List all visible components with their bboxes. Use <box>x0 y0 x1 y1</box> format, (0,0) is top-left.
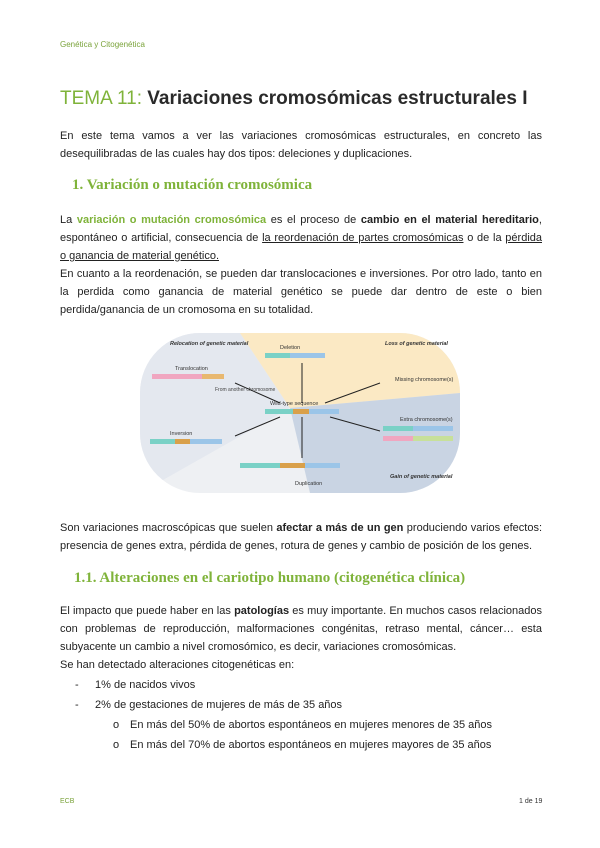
missing-chromosome-label: Missing chromosome(s) <box>395 377 454 383</box>
underlined-phrase: pérdida o ganancia de material genético. <box>60 232 542 262</box>
deletion-strand <box>265 353 325 358</box>
another-chromosome-label: From another chromosome <box>215 387 276 393</box>
text-run: produciendo varios efectos: presencia de genes extra, pérdida de genes, rotura de genes y cambio de posición de los genes. <box>60 522 542 552</box>
extra-strand-1 <box>383 426 453 431</box>
list-dash: - <box>75 679 79 691</box>
title-text: Variaciones cromosómicas estructurales I <box>147 88 528 109</box>
text-run: , espontáneo o artificial, consecuencia de <box>60 214 542 244</box>
relocation-label: Relocation of genetic material <box>170 341 249 347</box>
bold-term: cambio en el material hereditario <box>360 214 539 226</box>
text-run: El impacto que puede haber en las <box>60 605 235 617</box>
wildtype-label: Wild-type sequence <box>270 401 319 407</box>
list-dash: - <box>75 699 79 711</box>
wildtype-strand <box>265 409 339 414</box>
translocation-label: Translocation <box>175 366 208 372</box>
sublist-item: En más del 50% de abortos espontáneos en mujeres menores de 35 años <box>130 719 493 731</box>
footer-left: ECB <box>60 798 75 805</box>
duplication-label: Duplication <box>295 481 323 487</box>
section-1-1-heading: 1.1. Alteraciones en el cariotipo humano (citogenética clínica) <box>74 570 466 586</box>
gain-label: Gain of genetic material <box>390 474 453 480</box>
key-term: variación o mutación cromosómica <box>76 214 267 226</box>
text-run: Son variaciones macroscópicas que suelen <box>60 522 277 534</box>
loss-label: Loss of genetic material <box>385 341 448 347</box>
duplication-strand <box>240 463 340 468</box>
text-run: es muy importante. En muchos casos relacionados con problemas de reproducción, malformaciones congénitas, retraso mental, cáncer… esta subyacente un cambio a nivel cromosómico, es decir, variaciones cromosómicas. <box>60 605 543 653</box>
text-run: o de la <box>463 232 506 244</box>
page-title <box>60 88 527 110</box>
sublist-item: En más del 70% de abortos espontáneos en mujeres mayores de 35 años <box>130 739 492 751</box>
list-item: 2% de gestaciones de mujeres de más de 35 años <box>95 699 343 711</box>
section-1-1-paragraph <box>60 602 542 674</box>
bold-term: patologías <box>234 605 290 617</box>
page-number: 1 de 19 <box>519 798 543 805</box>
section-1-paragraph-2 <box>60 519 542 555</box>
chromosome-variation-figure <box>140 333 460 493</box>
translocation-strand <box>152 374 224 379</box>
text-run: En cuanto a la reordenación, se pueden dar translocaciones e inversiones. Por otro lado, tanto en la perdida como ganancia de material genético se puede dar dentro de este o bien perdida/ganancia de un cromosoma en su totalidad. <box>60 268 542 316</box>
section-1-paragraph <box>60 211 542 319</box>
section-1-heading: 1. Variación o mutación cromosómica <box>72 177 313 193</box>
sublist-bullet: o <box>113 719 120 731</box>
running-header: Genética y Citogenética <box>60 40 145 49</box>
extra-chromosome-label: Extra chromosome(s) <box>400 417 453 423</box>
deletion-label: Deletion <box>280 345 301 351</box>
title-number: TEMA 11: <box>60 88 143 109</box>
text-run: La <box>60 214 77 226</box>
list-item: 1% de nacidos vivos <box>95 679 196 691</box>
sublist-bullet: o <box>113 739 120 751</box>
underlined-phrase: la reordenación de partes cromosómicas <box>262 232 464 244</box>
inversion-label: Inversion <box>170 431 193 437</box>
text-run: Se han detectado alteraciones citogenéticas en: <box>60 659 295 671</box>
inversion-strand <box>150 439 222 444</box>
text-run: es el proceso de <box>266 214 361 226</box>
bold-term: afectar a más de un gen <box>276 522 404 534</box>
intro-paragraph: En este tema vamos a ver las variaciones cromosómicas estructurales, en concreto las desequilibradas de las cuales hay dos tipos: deleciones y duplicaciones. <box>60 130 542 160</box>
extra-strand-2 <box>383 436 453 441</box>
